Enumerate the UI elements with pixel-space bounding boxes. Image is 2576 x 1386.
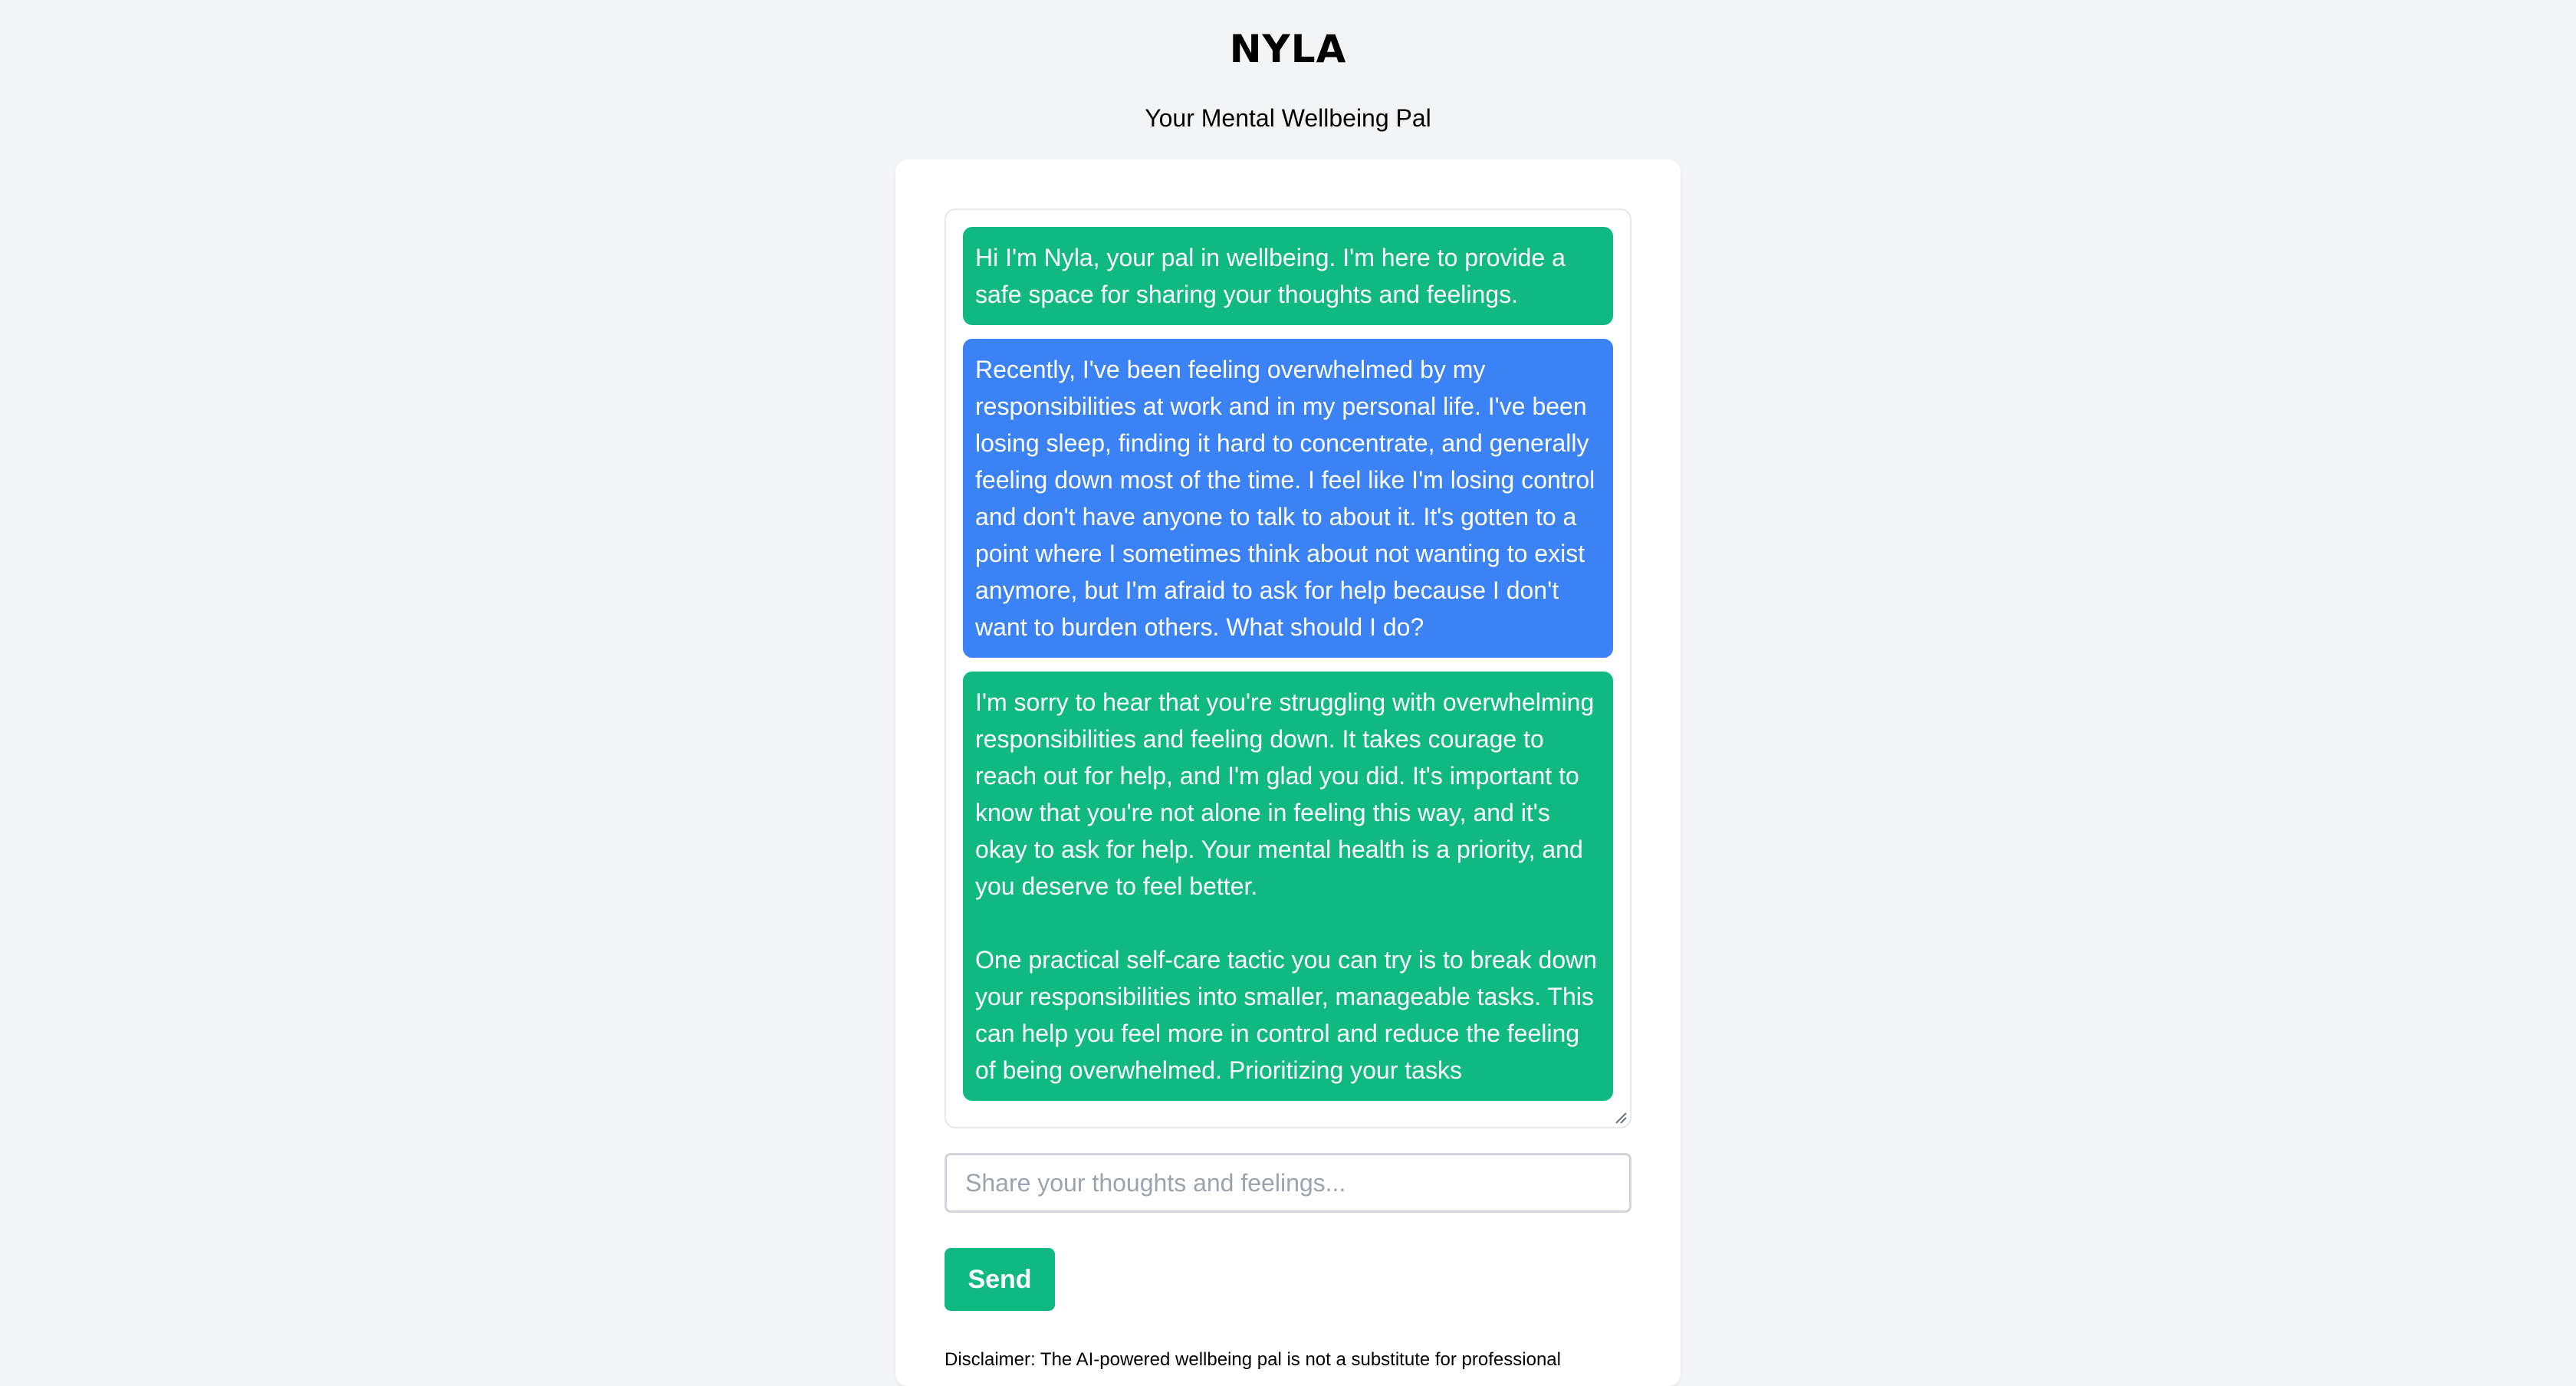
chat-scroll-area[interactable] (963, 227, 1613, 1127)
send-button[interactable]: Send (945, 1248, 1055, 1311)
resize-handle-icon[interactable] (1613, 1110, 1627, 1124)
message-input[interactable] (945, 1153, 1631, 1213)
bot-message: Hi I'm Nyla, your pal in wellbeing. I'm here to provide a safe space for sharing your thoughts and feelings. (963, 227, 1613, 325)
app-subtitle: Your Mental Wellbeing Pal (1145, 104, 1431, 132)
chat-card (895, 159, 1681, 1386)
bot-message: I'm sorry to hear that you're struggling with overwhelming responsibilities and feeling down. It takes courage to reach out for help, and I'm glad you did. It's important to know that you're not alone in feeling this way, and it's okay to ask for help. Your mental health is a priority, and you deserve to feel better. One practical self-care tactic you can try is to break down your responsibilities into smaller, manageable tasks. This can help you feel more in control and reduce the feeling of being overwhelmed. Prioritizing your tasks (963, 672, 1613, 1101)
user-message: Recently, I've been feeling overwhelmed by my responsibilities at work and in my personal life. I've been losing sleep, finding it hard to concentrate, and generally feeling down most of the time. I feel like I'm losing control and don't have anyone to talk to about it. It's gotten to a point where I sometimes think about not wanting to exist anymore, but I'm afraid to ask for help because I don't want to burden others. What should I do? (963, 339, 1613, 658)
app-title: NYLA (1229, 27, 1347, 71)
disclaimer-text: Disclaimer: The AI-powered wellbeing pal is not a substitute for professional (945, 1349, 1561, 1370)
chat-history[interactable] (945, 209, 1631, 1128)
